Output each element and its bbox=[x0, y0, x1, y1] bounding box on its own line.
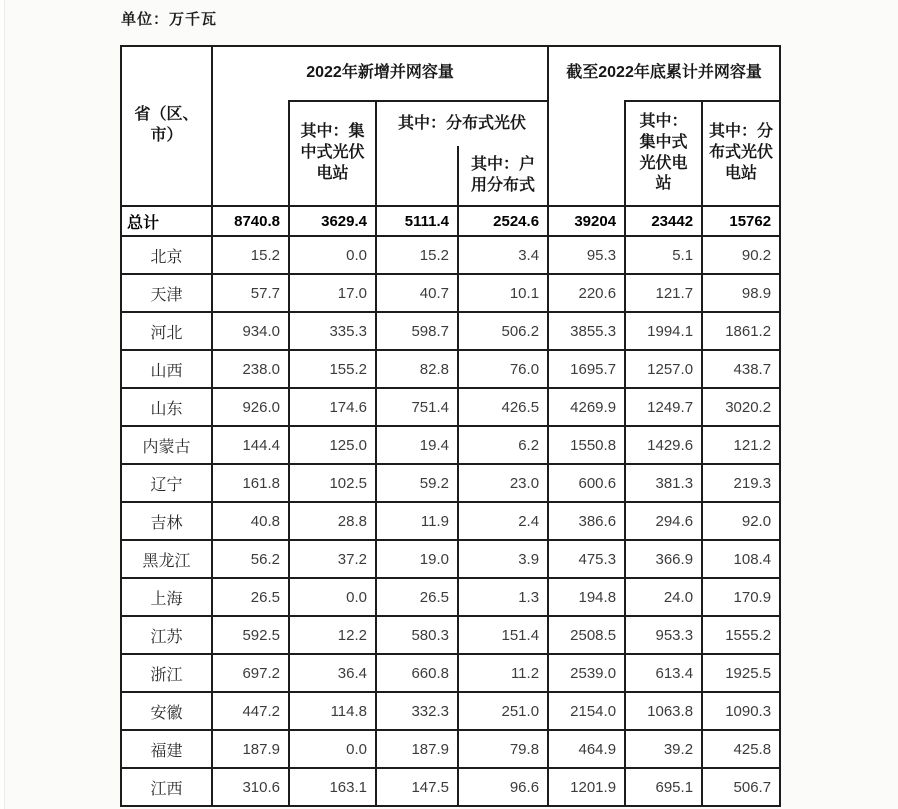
value-cell: 695.1 bbox=[625, 768, 702, 806]
value-cell: 1695.7 bbox=[548, 350, 625, 388]
col-header-cum-total-spacer bbox=[548, 101, 625, 206]
value-cell: 381.3 bbox=[625, 464, 702, 502]
value-cell: 3629.4 bbox=[289, 206, 376, 236]
value-cell: 98.9 bbox=[702, 274, 780, 312]
value-cell: 1257.0 bbox=[625, 350, 702, 388]
province-label: 河北 bbox=[121, 312, 212, 350]
value-cell: 294.6 bbox=[625, 502, 702, 540]
col-group-cumulative bbox=[548, 46, 780, 101]
value-cell: 3855.3 bbox=[548, 312, 625, 350]
value-cell: 40.8 bbox=[212, 502, 289, 540]
value-cell: 2154.0 bbox=[548, 692, 625, 730]
table-body bbox=[121, 206, 780, 806]
value-cell: 161.8 bbox=[212, 464, 289, 502]
table-row bbox=[121, 464, 780, 502]
value-cell: 926.0 bbox=[212, 388, 289, 426]
value-cell: 1063.8 bbox=[625, 692, 702, 730]
value-cell: 751.4 bbox=[376, 388, 458, 426]
value-cell: 151.4 bbox=[458, 616, 548, 654]
left-margin-strip bbox=[0, 0, 5, 809]
value-cell: 697.2 bbox=[212, 654, 289, 692]
value-cell: 6.2 bbox=[458, 426, 548, 464]
value-cell: 2539.0 bbox=[548, 654, 625, 692]
value-cell: 425.8 bbox=[702, 730, 780, 768]
value-cell: 19.4 bbox=[376, 426, 458, 464]
table-row bbox=[121, 274, 780, 312]
value-cell: 2508.5 bbox=[548, 616, 625, 654]
value-cell: 76.0 bbox=[458, 350, 548, 388]
value-cell: 613.4 bbox=[625, 654, 702, 692]
value-cell: 82.8 bbox=[376, 350, 458, 388]
value-cell: 1.3 bbox=[458, 578, 548, 616]
value-cell: 8740.8 bbox=[212, 206, 289, 236]
col-header-new-centralized: 其中：集中式光伏电站 bbox=[289, 101, 376, 206]
table-row bbox=[121, 350, 780, 388]
value-cell: 1090.3 bbox=[702, 692, 780, 730]
value-cell: 934.0 bbox=[212, 312, 289, 350]
value-cell: 310.6 bbox=[212, 768, 289, 806]
value-cell: 598.7 bbox=[376, 312, 458, 350]
value-cell: 366.9 bbox=[625, 540, 702, 578]
value-cell: 11.2 bbox=[458, 654, 548, 692]
value-cell: 187.9 bbox=[212, 730, 289, 768]
value-cell: 36.4 bbox=[289, 654, 376, 692]
value-cell: 163.1 bbox=[289, 768, 376, 806]
table-row bbox=[121, 540, 780, 578]
province-label: 内蒙古 bbox=[121, 426, 212, 464]
value-cell: 155.2 bbox=[289, 350, 376, 388]
value-cell: 23.0 bbox=[458, 464, 548, 502]
value-cell: 426.5 bbox=[458, 388, 548, 426]
value-cell: 0.0 bbox=[289, 578, 376, 616]
col-header-cum-centralized: 其中：集中式光伏电站 bbox=[625, 101, 702, 206]
value-cell: 28.8 bbox=[289, 502, 376, 540]
value-cell: 26.5 bbox=[376, 578, 458, 616]
province-label: 安徽 bbox=[121, 692, 212, 730]
value-cell: 56.2 bbox=[212, 540, 289, 578]
province-label: 福建 bbox=[121, 730, 212, 768]
value-cell: 37.2 bbox=[289, 540, 376, 578]
table-row bbox=[121, 616, 780, 654]
province-label: 天津 bbox=[121, 274, 212, 312]
province-label: 山东 bbox=[121, 388, 212, 426]
value-cell: 92.0 bbox=[702, 502, 780, 540]
value-cell: 2.4 bbox=[458, 502, 548, 540]
value-cell: 1861.2 bbox=[702, 312, 780, 350]
table-row bbox=[121, 236, 780, 274]
value-cell: 79.8 bbox=[458, 730, 548, 768]
value-cell: 475.3 bbox=[548, 540, 625, 578]
value-cell: 17.0 bbox=[289, 274, 376, 312]
table-row bbox=[121, 578, 780, 616]
table-row bbox=[121, 692, 780, 730]
table-row bbox=[121, 768, 780, 806]
value-cell: 1429.6 bbox=[625, 426, 702, 464]
province-label: 江苏 bbox=[121, 616, 212, 654]
value-cell: 10.1 bbox=[458, 274, 548, 312]
table-row bbox=[121, 426, 780, 464]
value-cell: 102.5 bbox=[289, 464, 376, 502]
col-group-new-2022: 2022年新增并网容量 bbox=[212, 46, 548, 101]
value-cell: 4269.9 bbox=[548, 388, 625, 426]
header-row-sub1 bbox=[121, 101, 780, 146]
value-cell: 187.9 bbox=[376, 730, 458, 768]
value-cell: 5.1 bbox=[625, 236, 702, 274]
value-cell: 95.3 bbox=[548, 236, 625, 274]
col-header-cum-distributed: 其中：分布式光伏电站 bbox=[702, 101, 780, 206]
value-cell: 332.3 bbox=[376, 692, 458, 730]
value-cell: 1550.8 bbox=[548, 426, 625, 464]
value-cell: 12.2 bbox=[289, 616, 376, 654]
table-row bbox=[121, 502, 780, 540]
col-header-distributed-spacer bbox=[376, 146, 458, 206]
value-cell: 580.3 bbox=[376, 616, 458, 654]
value-cell: 121.2 bbox=[702, 426, 780, 464]
province-label: 浙江 bbox=[121, 654, 212, 692]
table-row bbox=[121, 730, 780, 768]
value-cell: 15762 bbox=[702, 206, 780, 236]
pv-capacity-table bbox=[120, 45, 781, 807]
value-cell: 464.9 bbox=[548, 730, 625, 768]
value-cell: 953.3 bbox=[625, 616, 702, 654]
value-cell: 3020.2 bbox=[702, 388, 780, 426]
value-cell: 15.2 bbox=[376, 236, 458, 274]
value-cell: 506.2 bbox=[458, 312, 548, 350]
value-cell: 39.2 bbox=[625, 730, 702, 768]
value-cell: 219.3 bbox=[702, 464, 780, 502]
value-cell: 108.4 bbox=[702, 540, 780, 578]
value-cell: 0.0 bbox=[289, 236, 376, 274]
col-header-new-household: 其中：户用分布式 bbox=[458, 146, 548, 206]
province-label: 上海 bbox=[121, 578, 212, 616]
province-label: 黑龙江 bbox=[121, 540, 212, 578]
province-label: 吉林 bbox=[121, 502, 212, 540]
value-cell: 2524.6 bbox=[458, 206, 548, 236]
table-header bbox=[121, 46, 780, 206]
value-cell: 15.2 bbox=[212, 236, 289, 274]
value-cell: 57.7 bbox=[212, 274, 289, 312]
value-cell: 194.8 bbox=[548, 578, 625, 616]
value-cell: 39204 bbox=[548, 206, 625, 236]
value-cell: 5111.4 bbox=[376, 206, 458, 236]
value-cell: 174.6 bbox=[289, 388, 376, 426]
header-row-groups bbox=[121, 46, 780, 101]
table-row bbox=[121, 312, 780, 350]
value-cell: 125.0 bbox=[289, 426, 376, 464]
value-cell: 447.2 bbox=[212, 692, 289, 730]
col-group-cumulative-label: 截至2022年底累计并网容量 bbox=[566, 64, 762, 82]
col-header-province: 省（区、市） bbox=[121, 46, 212, 206]
value-cell: 0.0 bbox=[289, 730, 376, 768]
value-cell: 144.4 bbox=[212, 426, 289, 464]
value-cell: 251.0 bbox=[458, 692, 548, 730]
table-row bbox=[121, 206, 780, 236]
value-cell: 90.2 bbox=[702, 236, 780, 274]
table-row bbox=[121, 388, 780, 426]
value-cell: 1925.5 bbox=[702, 654, 780, 692]
value-cell: 3.9 bbox=[458, 540, 548, 578]
value-cell: 1201.9 bbox=[548, 768, 625, 806]
value-cell: 114.8 bbox=[289, 692, 376, 730]
value-cell: 121.7 bbox=[625, 274, 702, 312]
value-cell: 592.5 bbox=[212, 616, 289, 654]
value-cell: 335.3 bbox=[289, 312, 376, 350]
value-cell: 26.5 bbox=[212, 578, 289, 616]
province-label: 辽宁 bbox=[121, 464, 212, 502]
province-label: 北京 bbox=[121, 236, 212, 274]
value-cell: 40.7 bbox=[376, 274, 458, 312]
value-cell: 1249.7 bbox=[625, 388, 702, 426]
value-cell: 600.6 bbox=[548, 464, 625, 502]
table-row bbox=[121, 654, 780, 692]
value-cell: 147.5 bbox=[376, 768, 458, 806]
value-cell: 438.7 bbox=[702, 350, 780, 388]
province-label: 总计 bbox=[121, 206, 212, 236]
value-cell: 1994.1 bbox=[625, 312, 702, 350]
col-header-new-total-spacer bbox=[212, 101, 289, 206]
value-cell: 220.6 bbox=[548, 274, 625, 312]
unit-label: 单位：万千瓦 bbox=[121, 11, 218, 28]
value-cell: 238.0 bbox=[212, 350, 289, 388]
value-cell: 23442 bbox=[625, 206, 702, 236]
col-header-new-distributed: 其中：分布式光伏 bbox=[376, 101, 548, 146]
value-cell: 3.4 bbox=[458, 236, 548, 274]
value-cell: 506.7 bbox=[702, 768, 780, 806]
province-label: 江西 bbox=[121, 768, 212, 806]
value-cell: 386.6 bbox=[548, 502, 625, 540]
value-cell: 11.9 bbox=[376, 502, 458, 540]
value-cell: 59.2 bbox=[376, 464, 458, 502]
value-cell: 96.6 bbox=[458, 768, 548, 806]
value-cell: 660.8 bbox=[376, 654, 458, 692]
value-cell: 24.0 bbox=[625, 578, 702, 616]
value-cell: 170.9 bbox=[702, 578, 780, 616]
value-cell: 19.0 bbox=[376, 540, 458, 578]
value-cell: 1555.2 bbox=[702, 616, 780, 654]
province-label: 山西 bbox=[121, 350, 212, 388]
